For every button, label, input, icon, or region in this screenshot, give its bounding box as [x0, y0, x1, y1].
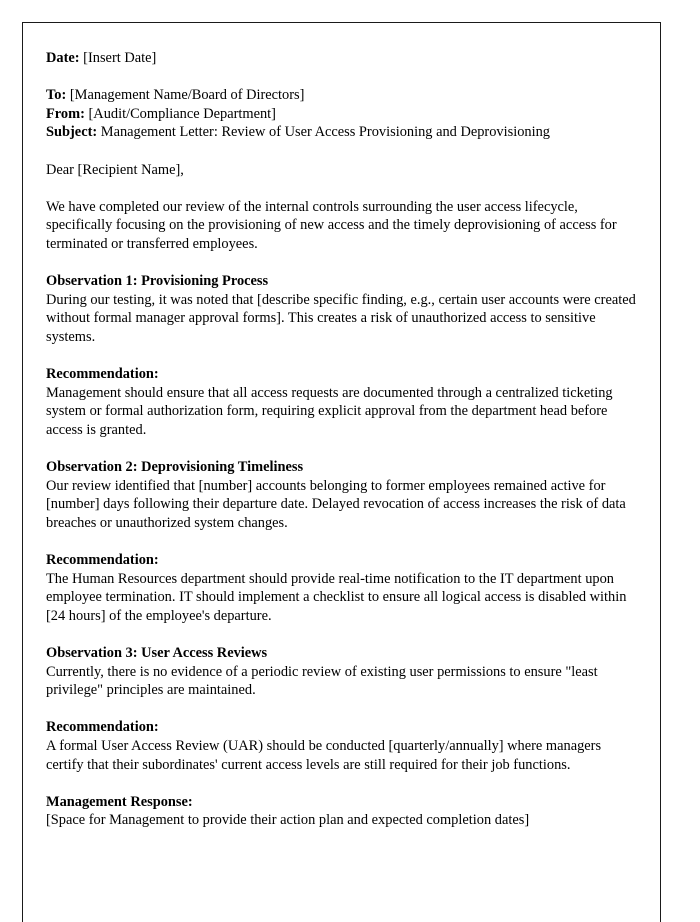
- spacer: [46, 142, 638, 161]
- salutation: Dear [Recipient Name],: [46, 161, 184, 178]
- recommendation-2-body: The Human Resources department should provide real-time notification to the IT department upon employee termination. IT should implement a checklist to ensure all logical access is disabled within [24 hours] of the employee's departure.: [46, 570, 627, 624]
- spacer: [46, 532, 638, 551]
- spacer: [46, 347, 638, 366]
- document-page: [22, 22, 661, 922]
- management-response-label: Management Response:: [46, 793, 193, 810]
- to-value: [Management Name/Board of Directors]: [69, 87, 305, 104]
- recommendation-3-body: A formal User Access Review (UAR) should be conducted [quarterly/annually] where managers certify that their subordinates' current access levels are still required for their job functions.: [46, 737, 602, 773]
- date-line: [46, 49, 638, 68]
- recommendation-1-label: Recommendation:: [46, 366, 159, 383]
- date-value: [Insert Date]: [83, 50, 157, 66]
- spacer: [46, 439, 638, 458]
- spacer: [46, 700, 638, 719]
- management-response-body: [Space for Management to provide their action plan and expected completion dates]: [46, 812, 530, 829]
- observation-3-body: Currently, there is no evidence of a periodic review of existing user permissions to ensure "least privilege" principles are maintained.: [46, 663, 598, 699]
- from-line: [46, 105, 638, 124]
- observation-2-body: Our review identified that [number] accounts belonging to former employees remained active for [number] days following their departure date. Delayed revocation of access increases the risk of data breaches or unauthorized system changes.: [46, 477, 626, 531]
- from-value: [Audit/Compliance Department]: [88, 105, 276, 122]
- spacer: [46, 179, 638, 198]
- recommendation-2-label: Recommendation:: [46, 552, 159, 569]
- observation-1-body: During our testing, it was noted that [describe specific finding, e.g., certain user accounts were created without formal manager approval forms]. This creates a risk of unauthorized access to sensitive systems.: [46, 291, 636, 345]
- to-line: [46, 86, 638, 105]
- to-label: To:: [46, 87, 67, 104]
- observation-2-heading: Observation 2: Deprovisioning Timeliness: [46, 459, 304, 476]
- spacer: [46, 625, 638, 644]
- subject-line: [46, 123, 638, 142]
- from-label: From:: [46, 105, 85, 122]
- date-label: Date:: [46, 50, 80, 66]
- spacer: [46, 254, 638, 273]
- observation-1-heading: Observation 1: Provisioning Process: [46, 273, 269, 290]
- spacer: [46, 774, 638, 793]
- recommendation-3-label: Recommendation:: [46, 719, 159, 736]
- recommendation-1-body: Management should ensure that all access requests are documented through a centralized ticketing system or formal authorization form, requiring explicit approval from the department head before access is granted.: [46, 384, 613, 438]
- subject-label: Subject:: [46, 124, 98, 141]
- observation-3-heading: Observation 3: User Access Reviews: [46, 645, 268, 661]
- spacer: [46, 68, 638, 87]
- document-content: [23, 23, 660, 830]
- intro-paragraph: We have completed our review of the internal controls surrounding the user access lifecycle, specifically focusing on the provisioning of new access and the timely deprovisioning of access for terminated or transferred employees.: [46, 198, 617, 252]
- subject-value: Management Letter: Review of User Access Provisioning and Deprovisioning: [100, 124, 550, 141]
